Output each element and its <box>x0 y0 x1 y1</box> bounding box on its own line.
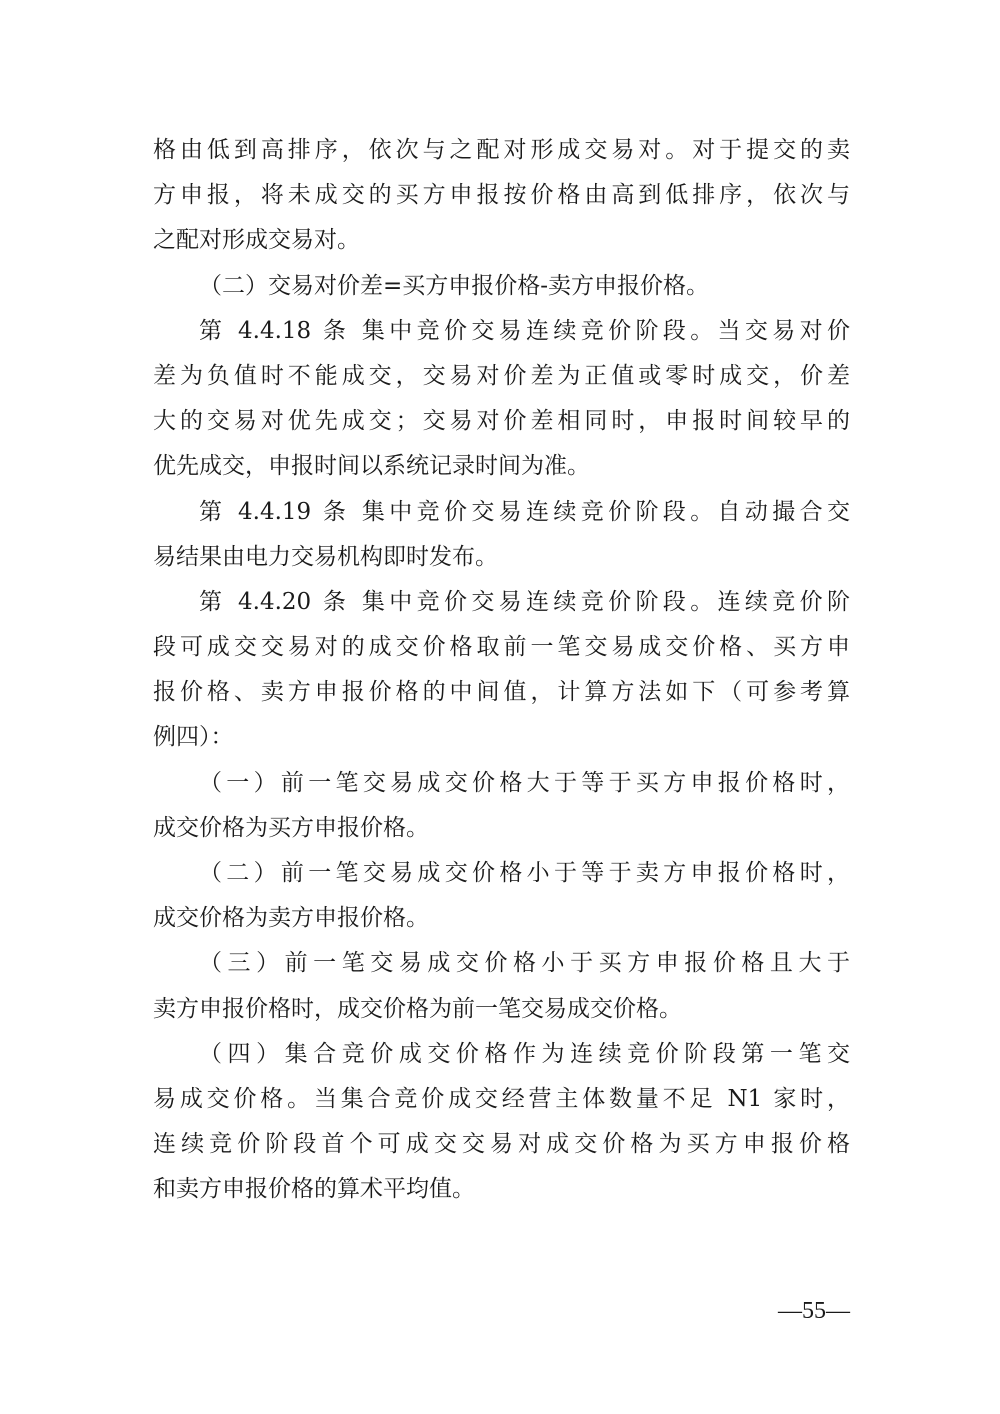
text-line: 和卖方申报价格的算术平均值。 <box>153 1176 475 1203</box>
text-line: 格由低到高排序，依次与之配对形成交易对。对于提交的卖 <box>153 137 850 163</box>
article-4-4-18-heading: 第 4.4.18 条 集中竞价交易连续竞价阶段。当交易对价 <box>199 317 850 344</box>
text-line: 连续竞价阶段首个可成交交易对成交价格为买方申报价格 <box>153 1131 850 1158</box>
text-line: 之配对形成交易对。 <box>153 227 360 254</box>
text-line: （二）前一笔交易成交价格小于等于卖方申报价格时， <box>199 860 850 886</box>
text-line: （四）集合竞价成交价格作为连续竞价阶段第一笔交 <box>199 1040 850 1067</box>
article-4-4-20-heading: 第 4.4.20 条 集中竞价交易连续竞价阶段。连续竞价阶 <box>199 588 850 615</box>
page-number: —55— <box>778 1298 850 1324</box>
text-line: 易结果由电力交易机构即时发布。 <box>153 543 498 570</box>
text-line: 卖方申报价格时，成交价格为前一笔交易成交价格。 <box>153 995 682 1022</box>
text-line: （二）交易对价差=买方申报价格-卖方申报价格。 <box>199 272 710 299</box>
text-line: 成交价格为卖方申报价格。 <box>153 905 429 932</box>
body-text <box>153 128 850 1213</box>
text-line: 差为负值时不能成交，交易对价差为正值或零时成交，价差 <box>153 362 850 389</box>
text-line: （一）前一笔交易成交价格大于等于买方申报价格时， <box>199 769 850 796</box>
text-line: 易成交价格。当集合竞价成交经营主体数量不足 N1 家时， <box>153 1085 850 1112</box>
text-line: 段可成交交易对的成交价格取前一笔交易成交价格、买方申 <box>153 634 850 661</box>
text-line: （三）前一笔交易成交价格小于买方申报价格且大于 <box>199 950 850 977</box>
text-line: 方申报，将未成交的买方申报按价格由高到低排序，依次与 <box>153 182 850 209</box>
text-line: 成交价格为买方申报价格。 <box>153 814 429 841</box>
article-4-4-19-heading: 第 4.4.19 条 集中竞价交易连续竞价阶段。自动撮合交 <box>199 498 850 525</box>
text-line: 例四）： <box>153 724 234 751</box>
text-line: 报价格、卖方申报价格的中间值，计算方法如下（可参考算 <box>153 679 850 706</box>
text-line: 大的交易对优先成交；交易对价差相同时，申报时间较早的 <box>153 408 850 435</box>
text-line: 优先成交，申报时间以系统记录时间为准。 <box>153 453 590 480</box>
